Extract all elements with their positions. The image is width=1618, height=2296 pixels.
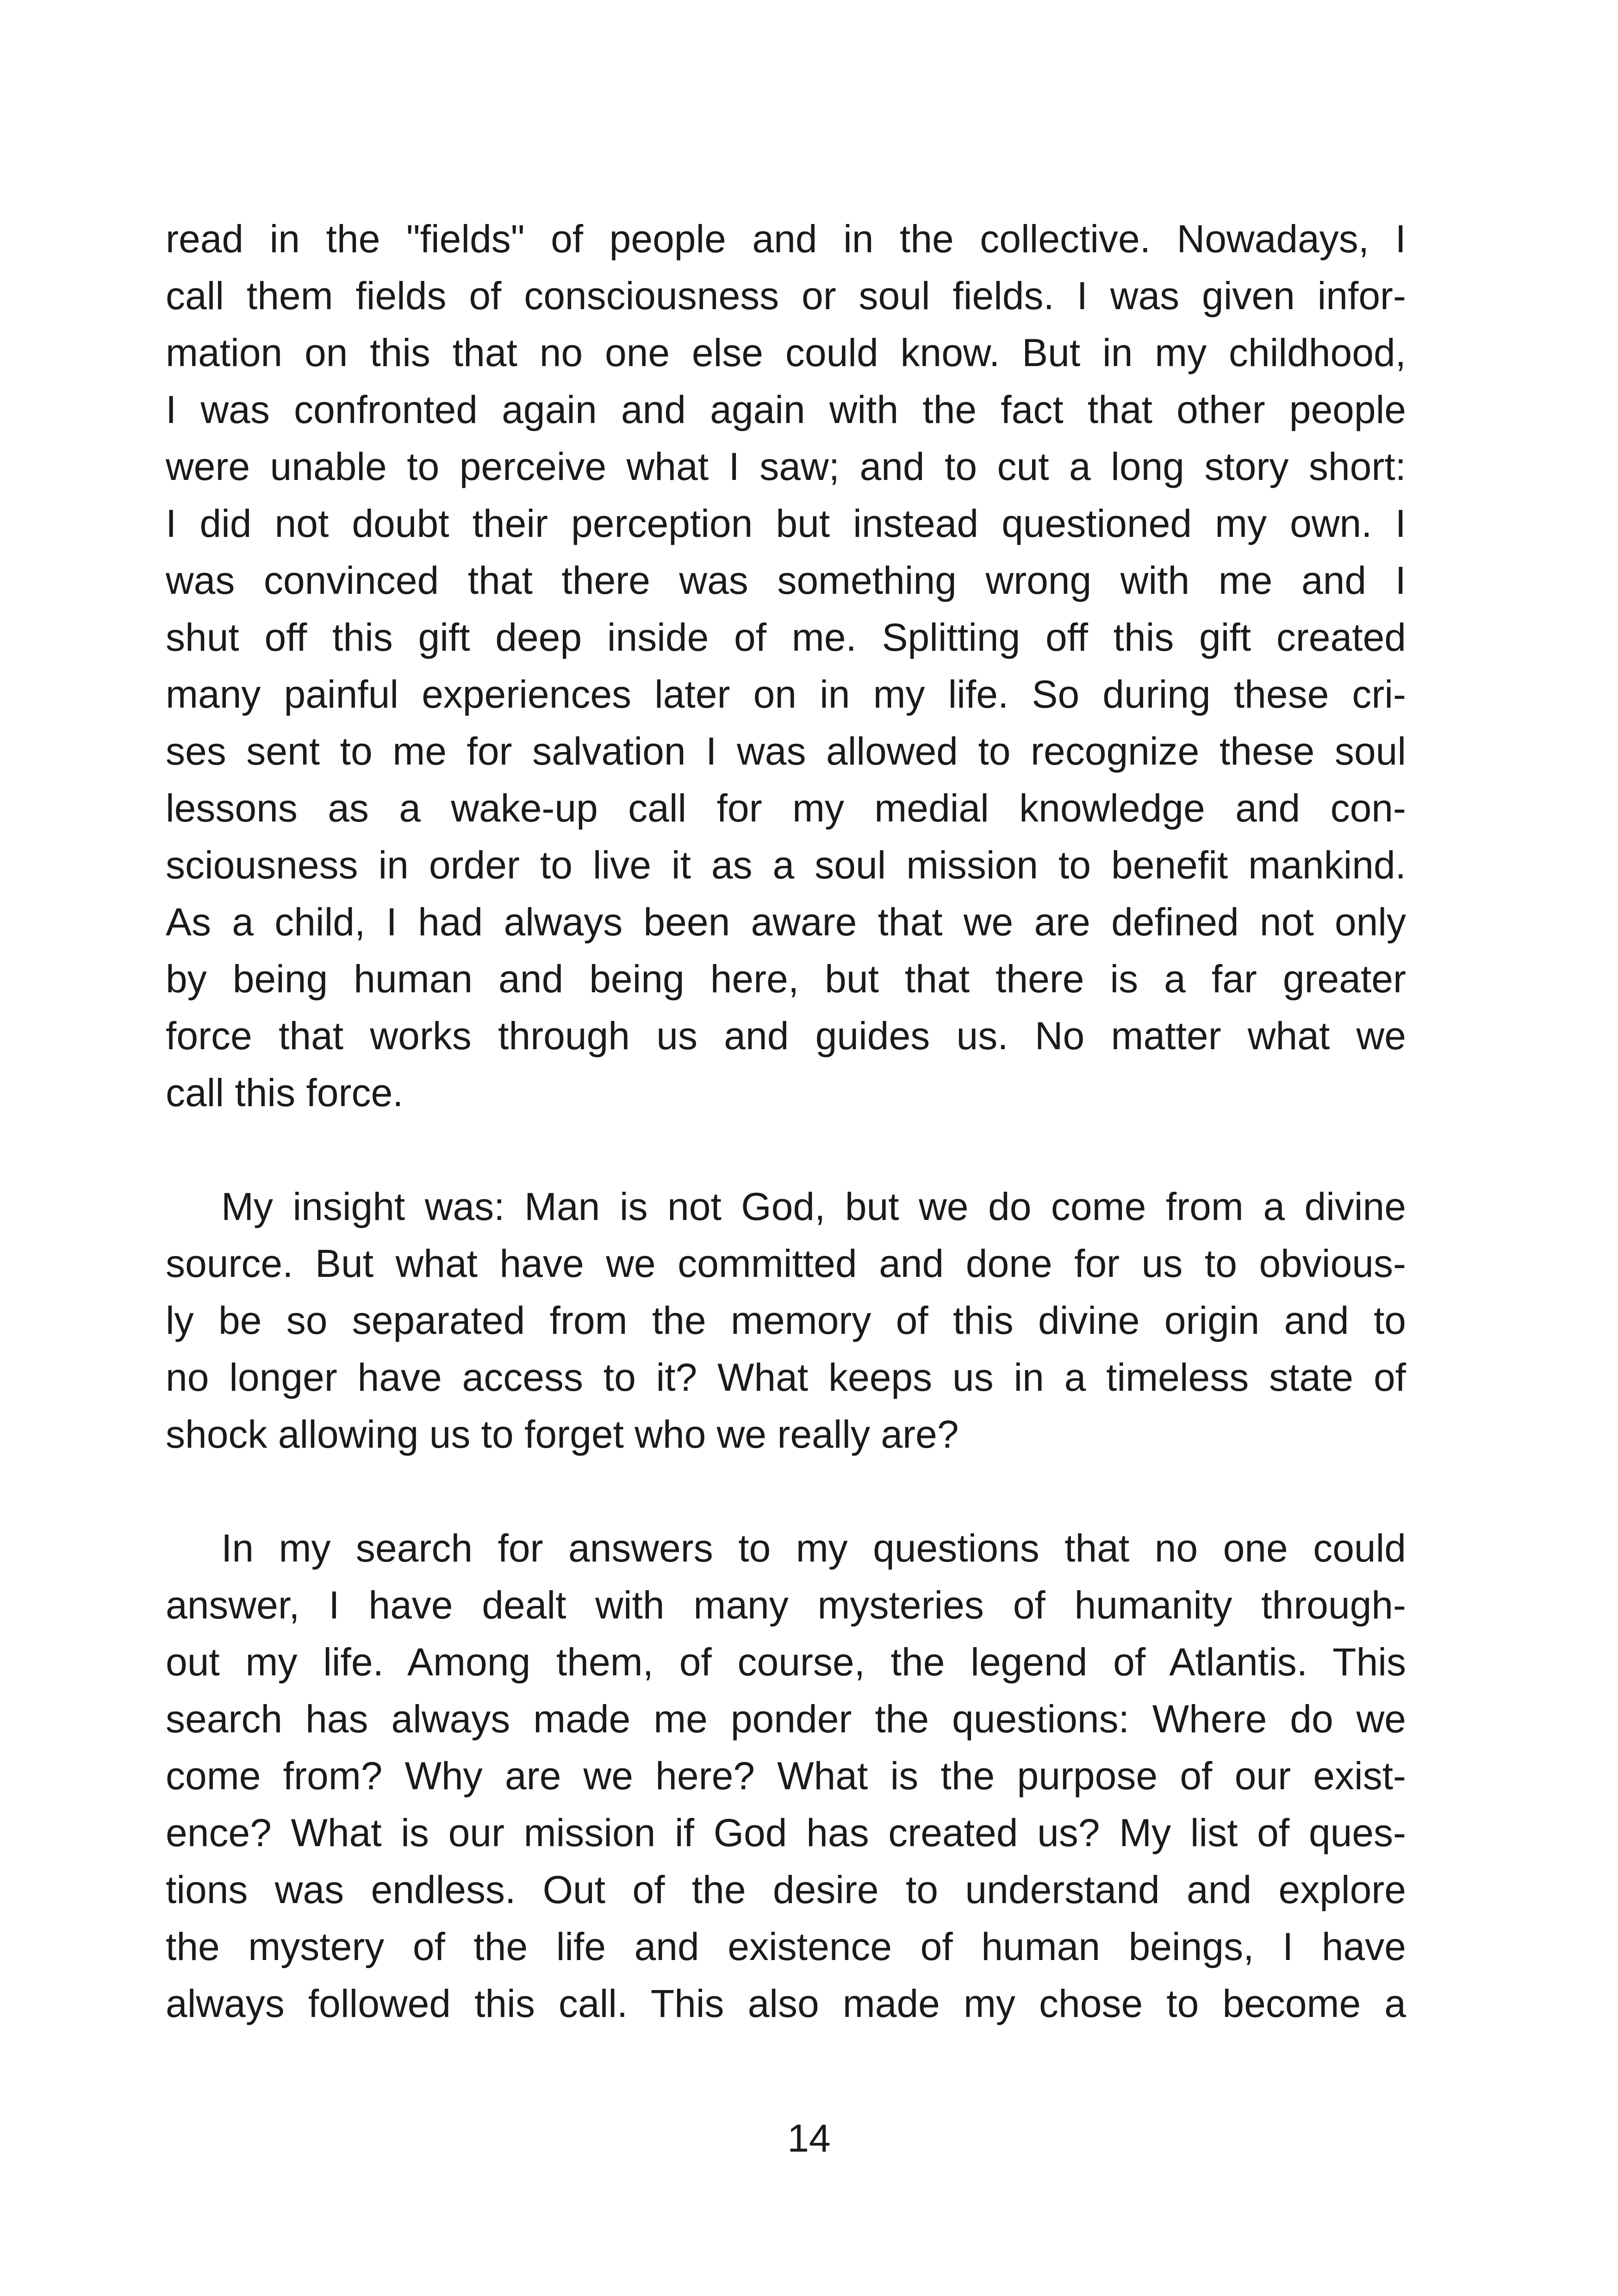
text-line: lessons as a wake-up call for my medial knowledge and con- (166, 786, 1406, 830)
text-line: call them fields of consciousness or soul fields. I was given infor- (166, 274, 1406, 317)
text-line: no longer have access to it? What keeps us in a timeless state of (166, 1356, 1406, 1399)
text-line: force that works through us and guides us. No matter what we (166, 1014, 1406, 1058)
text-line: always followed this call. This also made my chose to become a (166, 1982, 1406, 2025)
text-line: tions was endless. Out of the desire to understand and explore (166, 1868, 1406, 1911)
text-line: was convinced that there was something wrong with me and I (166, 559, 1406, 602)
text-line: shut off this gift deep inside of me. Splitting off this gift created (166, 616, 1406, 659)
body-text (166, 211, 1406, 2032)
text-line: As a child, I had always been aware that we are defined not only (166, 900, 1406, 944)
text-line: ly be so separated from the memory of this divine origin and to (166, 1299, 1406, 1342)
text-line: the mystery of the life and existence of human beings, I have (166, 1925, 1406, 1968)
text-line: many painful experiences later on in my life. So during these cri- (166, 672, 1406, 716)
paragraph-gap (166, 1463, 1406, 1520)
text-line: My insight was: Man is not God, but we do come from a divine (221, 1185, 1406, 1228)
text-line: mation on this that no one else could know. But in my childhood, (166, 331, 1406, 374)
text-line: source. But what have we committed and done for us to obvious- (166, 1242, 1406, 1285)
paragraph-gap (166, 1121, 1406, 1178)
text-line: I was confronted again and again with the fact that other people (166, 388, 1406, 431)
text-line: In my search for answers to my questions that no one could (221, 1526, 1406, 1570)
text-line: search has always made me ponder the questions: Where do we (166, 1697, 1406, 1741)
text-line: ence? What is our mission if God has created us? My list of ques- (166, 1811, 1406, 1854)
paragraph (166, 1178, 1406, 1463)
text-line: sciousness in order to live it as a soul mission to benefit mankind. (166, 843, 1406, 887)
text-line: I did not doubt their perception but instead questioned my own. I (166, 502, 1406, 545)
text-line: come from? Why are we here? What is the purpose of our exist- (166, 1754, 1406, 1798)
text-line: out my life. Among them, of course, the legend of Atlantis. This (166, 1640, 1406, 1684)
text-line: ses sent to me for salvation I was allowed to recognize these soul (166, 729, 1406, 773)
text-line: read in the "fields" of people and in the collective. Nowadays, I (166, 217, 1406, 261)
page-number: 14 (787, 2116, 831, 2160)
text-line: were unable to perceive what I saw; and to cut a long story short: (166, 445, 1406, 488)
paragraph (166, 1520, 1406, 2032)
text-line: shock allowing us to forget who we really are? (166, 1412, 959, 1456)
text-line: answer, I have dealt with many mysteries of humanity through- (166, 1583, 1406, 1627)
text-line: by being human and being here, but that there is a far greater (166, 957, 1406, 1001)
paragraph (166, 211, 1406, 1121)
text-line: call this force. (166, 1071, 404, 1114)
